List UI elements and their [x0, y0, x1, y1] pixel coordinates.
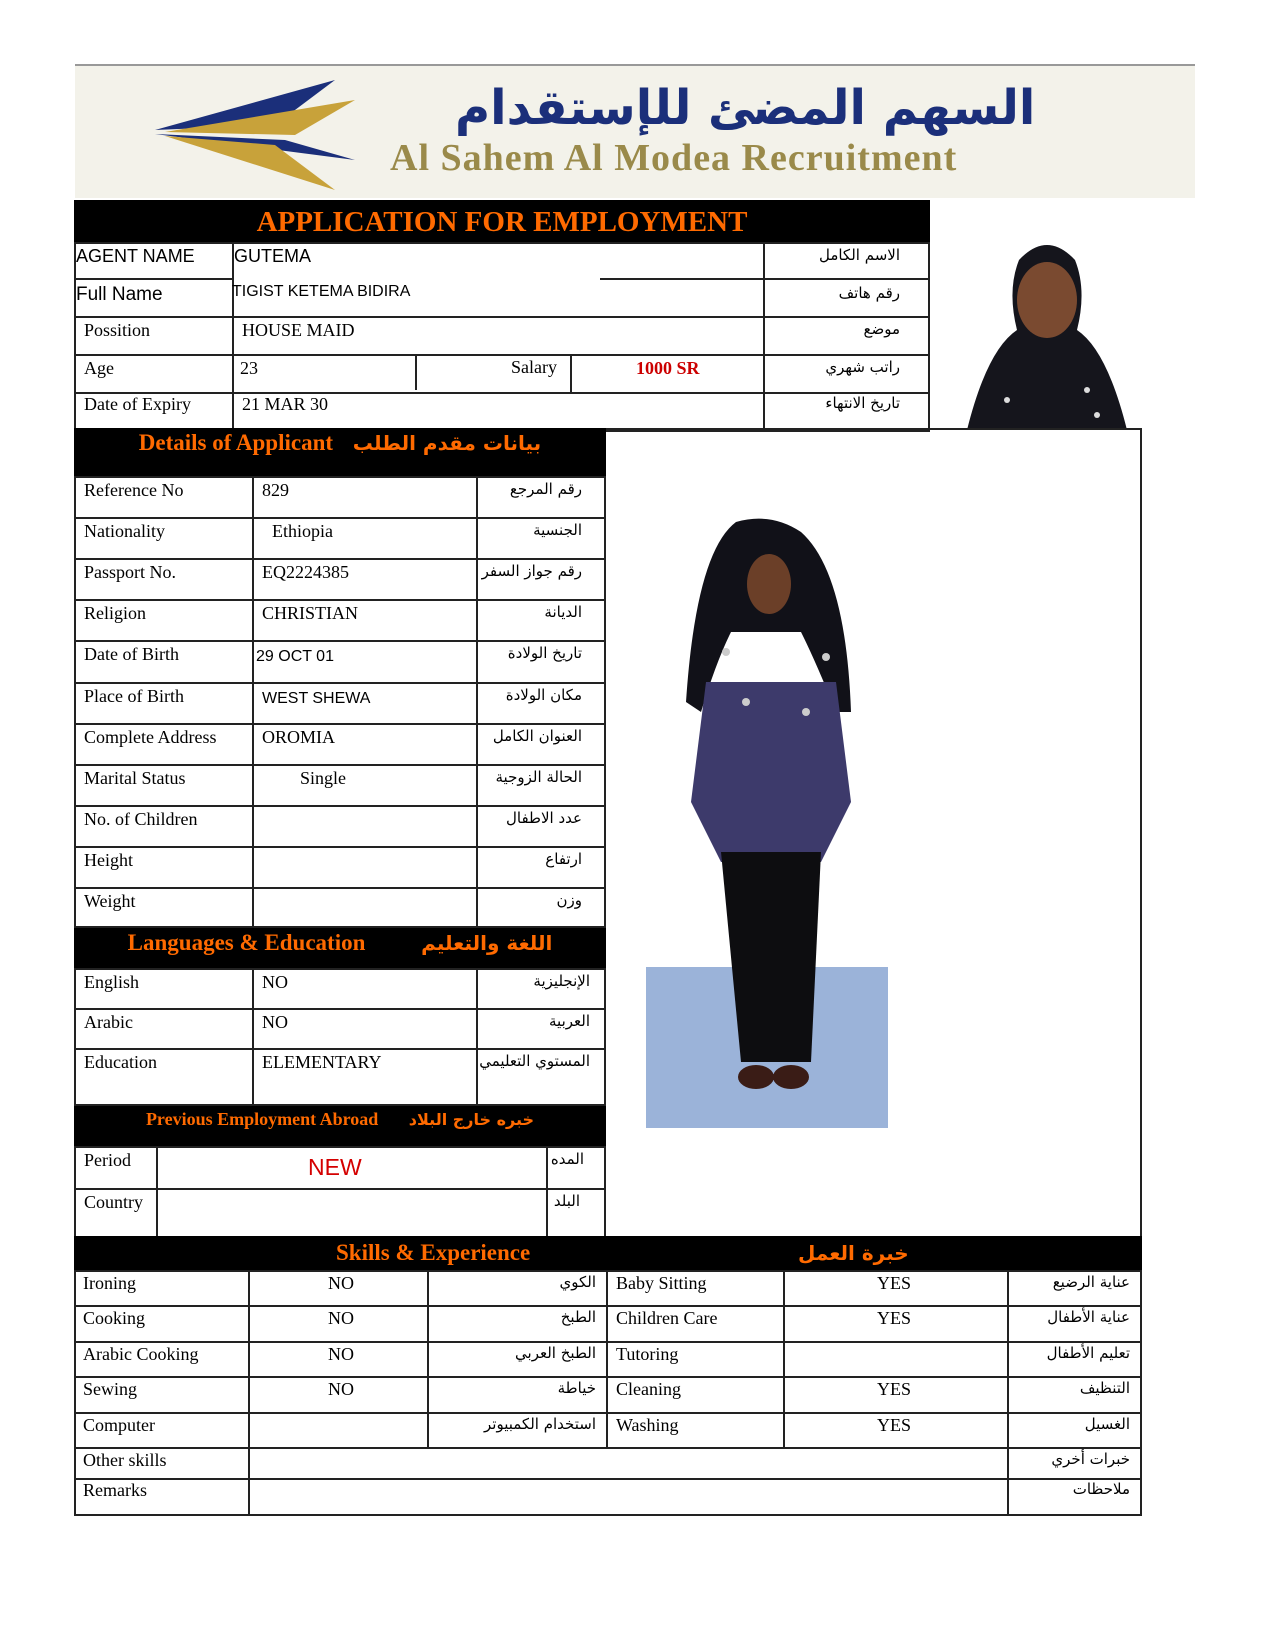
expiry-label: Date of Expiry: [84, 394, 191, 414]
skill-value-left-1: NO: [328, 1308, 354, 1328]
details-ar-8: عدد الاطفال: [506, 809, 582, 827]
details-ar-6: العنوان الكامل: [492, 727, 582, 745]
skills-title-ar: خبرة العمل: [798, 1241, 909, 1265]
skill-ar-left-3: خياطة: [557, 1379, 596, 1397]
details-row-divider: [74, 682, 606, 684]
details-ar-5: مكان الولادة: [505, 686, 582, 704]
skill-label-right-2: Tutoring: [616, 1344, 679, 1364]
skill-label-left-1: Cooking: [83, 1308, 146, 1328]
details-row-divider: [74, 640, 606, 642]
skill-label-right-1: Children Care: [616, 1308, 718, 1328]
details-value-0: 829: [262, 480, 289, 500]
full-name-label: Full Name: [76, 284, 163, 305]
arrow-logo-icon: [155, 80, 395, 190]
skill-label-right-4: Washing: [616, 1415, 679, 1435]
details-ar-3: الديانة: [544, 603, 582, 621]
details-ar-4: تاريخ الولادة: [507, 644, 582, 662]
details-title-en: Details of Applicant: [138, 430, 334, 455]
logo-arabic-text: السهم المضئ للإستقدام: [455, 80, 1036, 136]
details-ar-1: الجنسية: [533, 521, 582, 539]
position-value: HOUSE MAID: [242, 320, 355, 340]
full-name-ar-label: الاسم الكامل: [818, 246, 900, 264]
skill-value-right-3: YES: [877, 1379, 912, 1399]
language-label-2: Education: [84, 1052, 157, 1072]
skill-label-left-2: Arabic Cooking: [83, 1344, 199, 1364]
age-value: 23: [240, 358, 258, 378]
skill-ar-right-2: تعليم الأطفال: [1046, 1344, 1130, 1362]
details-row-divider: [74, 599, 606, 601]
skill-value-right-4: YES: [877, 1415, 912, 1435]
languages-title-en: Languages & Education: [127, 930, 366, 955]
language-ar-2: المستوي التعليمي: [479, 1052, 590, 1070]
period-value: NEW: [308, 1154, 362, 1180]
details-value-7: Single: [300, 768, 347, 788]
previous-employment-header: [74, 1106, 606, 1146]
details-row-divider: [74, 723, 606, 725]
language-label-0: English: [84, 972, 140, 992]
details-header: [74, 428, 606, 476]
skill-label-right-3: Cleaning: [616, 1379, 681, 1399]
skill-ar-right-3: التنظيف: [1079, 1379, 1130, 1397]
details-value-3: CHRISTIAN: [262, 603, 359, 623]
agent-name-label: AGENT NAME: [76, 246, 195, 266]
language-ar-0: الإنجليزية: [533, 972, 590, 990]
details-label-8: No. of Children: [84, 809, 198, 829]
details-row-divider: [74, 805, 606, 807]
position-label: Possition: [84, 320, 151, 340]
details-value-4: 29 OCT 01: [256, 648, 334, 665]
skill-ar-left-2: الطبخ العربي: [515, 1344, 596, 1362]
languages-header: [74, 928, 606, 968]
skills-header: [74, 1236, 1142, 1270]
portrait-photo: [947, 230, 1142, 430]
age-label: Age: [84, 358, 114, 378]
full-body-photo: [646, 512, 888, 1128]
form-title-text: APPLICATION FOR EMPLOYMENT: [256, 206, 748, 238]
skill-ar-left-4: استخدام الكمبيوتر: [484, 1415, 596, 1433]
details-ar-10: وزن: [556, 891, 582, 909]
agent-name-value: GUTEMA: [234, 246, 312, 266]
skill-label-left-3: Sewing: [83, 1379, 137, 1399]
salary-value: 1000 SR: [636, 358, 700, 378]
skill-value-left-2: NO: [328, 1344, 354, 1364]
language-value-0: NO: [262, 972, 288, 992]
details-ar-0: رقم المرجع: [509, 480, 582, 498]
details-row-divider: [74, 517, 606, 519]
company-logo-banner: [75, 64, 1195, 198]
standing-figure-icon: [646, 512, 888, 1128]
details-value-1: Ethiopia: [272, 521, 333, 541]
full-name-value: TIGIST KETEMA BIDIRA: [232, 283, 411, 300]
details-value-5: WEST SHEWA: [262, 690, 371, 707]
details-row-divider: [74, 887, 606, 889]
skill-ar-right-1: عناية الأطفال: [1047, 1308, 1130, 1326]
other-skills-ar-label: خبرات أخري: [1051, 1450, 1130, 1468]
details-label-6: Complete Address: [84, 727, 217, 747]
details-row-divider: [74, 764, 606, 766]
expiry-ar-label: تاريخ الانتهاء: [825, 394, 900, 412]
form-title: [74, 200, 930, 244]
languages-title-ar: اللغة والتعليم: [421, 931, 553, 955]
skill-label-right-0: Baby Sitting: [616, 1273, 707, 1293]
phone-ar-label: رقم هاتف: [838, 284, 900, 302]
previous-title-en: Previous Employment Abroad: [145, 1109, 379, 1129]
details-label-1: Nationality: [84, 521, 165, 541]
details-label-4: Date of Birth: [84, 644, 179, 664]
details-ar-7: الحالة الزوجية: [495, 768, 582, 786]
country-ar-label: البلد: [553, 1192, 580, 1210]
position-ar-label: موضع: [863, 320, 900, 338]
salary-ar-label: راتب شهري: [825, 358, 900, 376]
details-label-5: Place of Birth: [84, 686, 184, 706]
skill-ar-left-0: الكوي: [559, 1273, 596, 1291]
language-value-1: NO: [262, 1012, 288, 1032]
skill-ar-right-4: الغسيل: [1084, 1415, 1130, 1433]
details-label-3: Religion: [84, 603, 146, 623]
skill-value-right-0: YES: [877, 1273, 912, 1293]
skill-value-left-3: NO: [328, 1379, 354, 1399]
expiry-value: 21 MAR 30: [242, 394, 329, 414]
skill-label-left-4: Computer: [83, 1415, 155, 1435]
details-title-ar: بيانات مقدم الطلب: [352, 431, 542, 455]
skill-ar-right-0: عناية الرضيع: [1052, 1273, 1130, 1291]
details-ar-9: ارتفاع: [545, 850, 582, 868]
remarks-ar-label: ملاحظات: [1072, 1480, 1130, 1498]
period-ar-label: المده: [550, 1150, 584, 1168]
details-value-2: EQ2224385: [262, 562, 349, 582]
period-label: Period: [84, 1150, 131, 1170]
salary-label: Salary: [511, 357, 557, 377]
details-row-divider: [74, 558, 606, 560]
skill-label-left-0: Ironing: [83, 1273, 136, 1293]
details-label-7: Marital Status: [84, 768, 186, 788]
details-row-divider: [74, 846, 606, 848]
other-skills-label: Other skills: [83, 1450, 167, 1470]
details-ar-2: رقم جواز السفر: [481, 562, 582, 580]
remarks-label: Remarks: [83, 1480, 147, 1500]
skill-value-right-1: YES: [877, 1308, 912, 1328]
language-ar-1: العربية: [549, 1012, 590, 1030]
logo-english-text: Al Sahem Al Modea Recruitment: [390, 137, 958, 179]
portrait-figure-icon: [947, 230, 1142, 430]
skills-title-en: Skills & Experience: [336, 1240, 531, 1265]
previous-title-ar: خبره خارج البلاد: [408, 1110, 535, 1129]
details-label-10: Weight: [84, 891, 136, 911]
skill-ar-left-1: الطبخ: [560, 1308, 596, 1326]
language-label-1: Arabic: [84, 1012, 133, 1032]
details-value-6: OROMIA: [262, 727, 336, 747]
details-label-0: Reference No: [84, 480, 184, 500]
country-label: Country: [84, 1192, 144, 1212]
details-label-2: Passport No.: [84, 562, 177, 582]
details-label-9: Height: [84, 850, 133, 870]
language-value-2: ELEMENTARY: [262, 1052, 382, 1072]
skill-value-left-0: NO: [328, 1273, 354, 1293]
